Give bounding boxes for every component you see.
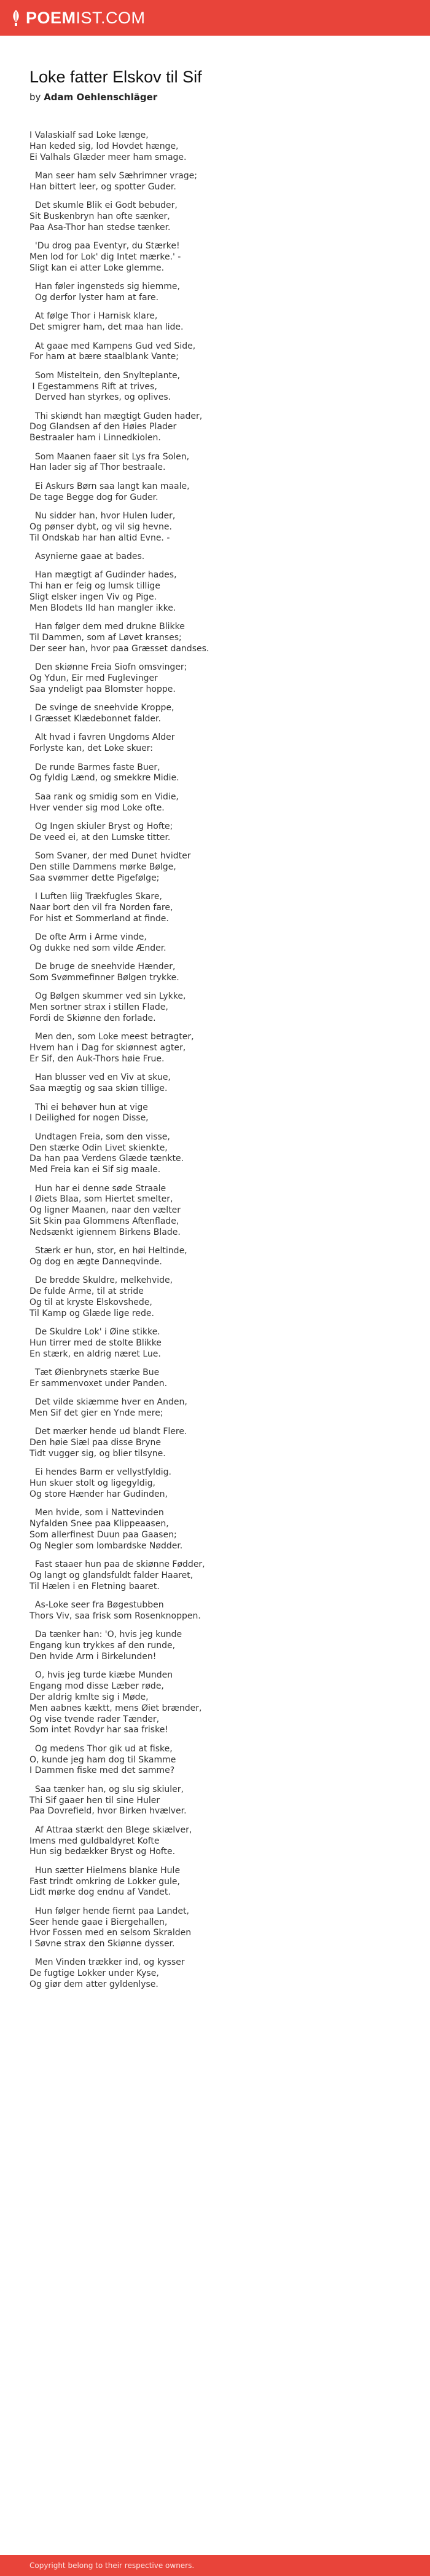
author-link[interactable]: Adam Oehlenschläger <box>44 92 158 103</box>
poem-line: Paa Asa-Thor han stedse tænker. <box>29 222 171 232</box>
poem-line: En stærk, en aldrig næret Lue. <box>29 1349 161 1359</box>
stanza <box>29 1508 398 1552</box>
poem-line: Men Vinden trækker ind, og kysser <box>29 1957 185 1968</box>
stanza <box>29 932 398 954</box>
poem-line: Men sortner strax i stillen Flade, <box>29 1002 168 1013</box>
poem-line: Han keded sig, lod Hovdet hænge, <box>29 141 179 151</box>
poem-line: Hun skuer stolt og ligegyldig, <box>29 1478 155 1489</box>
poem-line: De veed ei, at den Lumske titter. <box>29 832 171 842</box>
poem-line: Den hvide Arm i Birkelunden! <box>29 1652 157 1662</box>
poem-line: Sligt elsker ingen Viv og Pige. <box>29 592 157 603</box>
poem-line: Det vilde skiæmme hver en Anden, <box>29 1397 187 1408</box>
poem-line: At følge Thor i Harnisk klare, <box>29 311 158 322</box>
byline <box>29 91 398 103</box>
poem-line: Og giør dem atter gyldenlyse. <box>29 1980 158 1990</box>
stanza <box>29 703 398 725</box>
poem-line: Hun sætter Hielmens blanke Hule <box>29 1865 181 1876</box>
stanza <box>29 622 398 654</box>
poem-line: Han følger dem med drukne Blikke <box>29 622 185 632</box>
stanza <box>29 1275 398 1319</box>
stanza <box>29 1600 398 1622</box>
poem-line: Han mægtigt af Gudinder hades, <box>29 570 177 581</box>
stanza <box>29 1368 398 1390</box>
poem-line: Alt hvad i favren Ungdoms Alder <box>29 732 175 743</box>
poem-title: Loke fatter Elskov til Sif <box>29 68 202 86</box>
poem-line: Thi Sif gaaer hen til sine Huler <box>29 1795 160 1805</box>
stanza <box>29 851 398 884</box>
poem-line: Som Maanen faaer sit Lys fra Solen, <box>29 451 190 462</box>
poem-line: Tæt Øienbrynets stærke Bue <box>29 1368 160 1378</box>
stanza <box>29 411 398 444</box>
poem-line: Det mærker hende ud blandt Flere. <box>29 1427 187 1437</box>
copyright-text: Copyright belong to their respective owners. <box>29 2561 195 2570</box>
stanza <box>29 1103 398 1125</box>
stanza <box>29 1032 398 1064</box>
poem-line: Som Misteltein, den Snylteplante, <box>29 370 181 381</box>
poem-line: Og ligner Maanen, naar den vælter <box>29 1205 181 1216</box>
poem-line: At gaae med Kampens Gud ved Side, <box>29 341 196 351</box>
poem-line: Og medens Thor gik ud at fiske, <box>29 1743 173 1754</box>
stanza <box>29 311 398 333</box>
poem-line: Til Ondskab har han altid Evne. - <box>29 533 170 543</box>
stanza <box>29 282 398 304</box>
poem-line: Er Sif, den Auk-Thors høie Frue. <box>29 1054 165 1064</box>
poem-line: For hist et Sommerland at finde. <box>29 913 169 924</box>
poem-line: De ofte Arm i Arme vinde, <box>29 932 147 943</box>
poem-line: Forlyste kan, det Loke skuer: <box>29 743 154 754</box>
poem-line: Og derfor lyster ham at fare. <box>29 292 159 303</box>
poem-line: Og Ingen skiuler Bryst og Hofte; <box>29 821 173 831</box>
poem-line: Til Hælen i en Fletning baaret. <box>29 1581 160 1591</box>
stanza <box>29 1184 398 1238</box>
poem-line: Da han paa Verdens Glæde tænkte. <box>29 1154 184 1164</box>
poem-line: Og Bølgen skummer ved sin Lykke, <box>29 991 186 1002</box>
poem-line: Af Attraa stærkt den Blege skiælver, <box>29 1825 192 1835</box>
poem-line: Ei Askurs Børn saa langt kan maale, <box>29 481 190 491</box>
poem-line: Det skumle Blik ei Godt bebuder, <box>29 200 178 211</box>
stanza <box>29 1246 398 1268</box>
poem-line: De svinge de sneehvide Kroppe, <box>29 703 174 713</box>
stanza <box>29 1397 398 1419</box>
poem-line: I Græsset Klædebonnet falder. <box>29 713 161 724</box>
poem-line: Og til at kryste Elskovshede, <box>29 1297 152 1307</box>
poem-line: Med Freia kan ei Sif sig maale. <box>29 1165 161 1175</box>
poem-line: Men den, som Loke meest betragter, <box>29 1032 194 1042</box>
stanza <box>29 991 398 1024</box>
poem-line: Nu sidder han, hvor Hulen luder, <box>29 511 176 521</box>
stanza <box>29 1744 398 1777</box>
stanza <box>29 171 398 193</box>
poem-line: Sligt kan ei atter Loke glemme. <box>29 263 165 273</box>
stanza <box>29 1630 398 1662</box>
poem-line: I Dammen fiske med det samme? <box>29 1766 175 1776</box>
poem-line: Naar bort den vil fra Norden fare, <box>29 902 173 913</box>
stanza <box>29 1825 398 1858</box>
poem-line: I Valaskialf sad Loke længe, <box>29 130 149 140</box>
poem-line: Stærk er hun, stor, en høi Heltinde, <box>29 1246 187 1256</box>
poem-line: De fugtige Lokker under Kyse, <box>29 1968 159 1979</box>
poem-line: O, kunde jeg ham dog til Skamme <box>29 1754 176 1765</box>
poem-line: Til Dammen, som af Løvet kranses; <box>29 633 182 643</box>
poem-line: I Egestammens Rift at trives, <box>29 381 157 392</box>
poem-line: Og dukke ned som vilde Ænder. <box>29 943 166 953</box>
poem-line: Saa tænker han, og slu sig skiuler, <box>29 1784 184 1794</box>
stanza <box>29 1559 398 1592</box>
poem-line: Der aldrig kmlte sig i Møde, <box>29 1692 149 1702</box>
stanza <box>29 371 398 403</box>
by-label: by <box>29 92 41 103</box>
poem-line: Til Kamp og Glæde lige rede. <box>29 1308 154 1318</box>
poem-line: Og Ydun, Eir med Fuglevinger <box>29 673 158 683</box>
stanza <box>29 892 398 924</box>
stanza <box>29 662 398 695</box>
poem-line: Tidt vugger sig, og blier tilsyne. <box>29 1449 166 1459</box>
poem-line: Hun følger hende fiernt paa Landet, <box>29 1906 189 1916</box>
logo-rest: IST.COM <box>76 8 146 27</box>
stanza <box>29 763 398 785</box>
poem-line: Hvor Fossen med en selsom Skralden <box>29 1928 192 1938</box>
poem-line: Ei Valhals Glæder meer ham smage. <box>29 152 187 162</box>
poem-line: Derved han styrkes, og oplives. <box>29 392 171 403</box>
stanza <box>29 1670 398 1736</box>
poem-line: Den stille Dammens mørke Bølge, <box>29 862 176 872</box>
poem-line: Som allerfinest Duun paa Gaasen; <box>29 1530 177 1540</box>
poem-line: Og langt og glandsfuldt falder Haaret, <box>29 1571 194 1581</box>
poem-line: Nyfalden Snee paa Klippeaasen, <box>29 1519 169 1529</box>
poem-line: Lidt mørke dog endnu af Vandet. <box>29 1887 171 1898</box>
logo-bold: POEM <box>26 8 76 27</box>
poem-line: Asynierne gaae at bades. <box>29 552 145 562</box>
poem-line: Man seer ham selv Sæhrimner vrage; <box>29 170 197 181</box>
poem-line: Da tænker han: 'O, hvis jeg kunde <box>29 1630 182 1640</box>
poem-line: Og vise tvende rader Tænder, <box>29 1714 160 1724</box>
poem-line: Thi skiøndt han mægtigt Guden hader, <box>29 411 203 421</box>
stanza <box>29 241 398 274</box>
stanza <box>29 130 398 163</box>
poem-line: De bredde Skuldre, melkehvide, <box>29 1275 173 1286</box>
poem-line: Hun har ei denne søde Straale <box>29 1183 166 1194</box>
poem-line: Saa mægtig og saa skiøn tillige. <box>29 1084 168 1094</box>
stanza <box>29 452 398 474</box>
poem-line: Nedsænkt igiennem Birkens Blade. <box>29 1227 181 1237</box>
stanza <box>29 1785 398 1817</box>
stanza <box>29 1132 398 1176</box>
poem-line: Undtagen Freia, som den visse, <box>29 1131 170 1142</box>
poem-line: I Øiets Blaa, som Hiertet smelter, <box>29 1194 173 1205</box>
poem-line: For ham at bære staalblank Vante; <box>29 352 179 362</box>
poem-line: Engang mod disse Læber røde, <box>29 1681 164 1692</box>
poem-line: Engang kun trykkes af den runde, <box>29 1641 176 1651</box>
stanza <box>29 792 398 814</box>
poem-line: Fordi de Skiønne den forlade. <box>29 1013 156 1024</box>
poem-body <box>29 130 398 1991</box>
poem-line: Sit Skin paa Glommens Aftenflade, <box>29 1216 179 1226</box>
poem-line: Han bittert leer, og spotter Guder. <box>29 181 176 192</box>
poem-line: Er sammenvoxet under Panden. <box>29 1378 168 1389</box>
poem-line: Den stærke Odin Livet skienkte, <box>29 1143 168 1153</box>
site-footer <box>0 2555 430 2576</box>
poem-line: Og fyldig Lænd, og smekkre Midie. <box>29 773 179 783</box>
poem-line: Men aabnes kæktt, mens Øiet brænder, <box>29 1703 202 1713</box>
quill-icon <box>11 9 21 26</box>
poem-line: Men lod for Lok' dig Intet mærke.' - <box>29 252 181 262</box>
poem-line: Den skiønne Freia Siofn omsvinger; <box>29 662 187 673</box>
poem-line: Fast staaer hun paa de skiønne Fødder, <box>29 1559 205 1570</box>
poem-line: De Skuldre Lok' i Øine stikke. <box>29 1327 160 1338</box>
poem-line: Bestraaler ham i Linnedkiolen. <box>29 433 161 443</box>
poem-article <box>29 66 398 1998</box>
poem-line: De tage Begge dog for Guder. <box>29 492 158 502</box>
poem-line: Og dog en ægte Danneqvinde. <box>29 1256 162 1267</box>
stanza <box>29 1072 398 1095</box>
site-header <box>0 0 430 36</box>
poem-line: Han føler ingensteds sig hiemme, <box>29 282 180 292</box>
poem-line: Og store Hænder har Gudinden, <box>29 1489 168 1500</box>
poem-line: 'Du drog paa Eventyr, du Stærke! <box>29 241 180 252</box>
poem-line: Det smigrer ham, det maa han lide. <box>29 322 184 333</box>
poem-line: I Luften liig Trækfugles Skare, <box>29 892 162 902</box>
poem-line: O, hvis jeg turde kiæbe Munden <box>29 1670 173 1681</box>
stanza <box>29 1467 398 1500</box>
poem-line: Saa yndeligt paa Blomster hoppe. <box>29 684 176 694</box>
poem-line: Hun tirrer med de stolte Blikke <box>29 1338 162 1348</box>
poem-line: Som intet Rovdyr har saa friske! <box>29 1725 168 1735</box>
poem-line: Hver vender sig mod Loke ofte. <box>29 803 165 813</box>
poem-line: De bruge de sneehvide Hænder, <box>29 962 176 972</box>
poem-line: Men hvide, som i Nattevinden <box>29 1508 164 1518</box>
stanza <box>29 1866 398 1898</box>
poem-line: Thi ei behøver hun at vige <box>29 1102 148 1112</box>
poem-line: Hvem han i Dag for skiønnest agter, <box>29 1043 186 1053</box>
poem-line: Ei hendes Barm er vellystfyldig. <box>29 1467 172 1478</box>
stanza <box>29 1906 398 1950</box>
stanza <box>29 1957 398 1990</box>
stanza <box>29 200 398 233</box>
poem-line: Der seer han, hvor paa Græsset dandses. <box>29 643 209 654</box>
stanza <box>29 552 398 563</box>
stanza <box>29 511 398 544</box>
stanza <box>29 570 398 614</box>
poem-line: As-Loke seer fra Bøgestubben <box>29 1600 164 1611</box>
poem-line: I Søvne strax den Skiønne dysser. <box>29 1939 175 1949</box>
logo-text <box>26 9 146 28</box>
stanza <box>29 1427 398 1459</box>
stanza <box>29 482 398 504</box>
poem-line: Som Svømmefinner Bølgen trykke. <box>29 973 179 983</box>
site-logo[interactable] <box>11 9 146 28</box>
poem-line: Hun sig bedækker Bryst og Hofte. <box>29 1847 176 1857</box>
poem-line: Som Svaner, der med Dunet hvidter <box>29 851 191 862</box>
poem-line: Thi han er feig og lumsk tillige <box>29 581 160 592</box>
stanza <box>29 732 398 755</box>
poem-line: De runde Barmes faste Buer, <box>29 762 160 772</box>
poem-line: De fulde Arme, til at stride <box>29 1286 144 1297</box>
poem-line: I Deilighed for nogen Disse, <box>29 1113 149 1124</box>
poem-line: Men Blodets Ild han mangler ikke. <box>29 603 176 613</box>
poem-line: Seer hende gaae i Biergehallen, <box>29 1917 168 1927</box>
poem-line: Imens med guldbaldyret Kofte <box>29 1836 160 1846</box>
poem-line: Og pønser dybt, og vil sig hevne. <box>29 521 172 532</box>
poem-line: Den høie Siæl paa disse Bryne <box>29 1438 162 1448</box>
poem-line: Han lader sig af Thor bestraale. <box>29 462 166 473</box>
stanza <box>29 962 398 984</box>
poem-line: Saa rank og smidig som en Vidie, <box>29 791 179 802</box>
poem-line: Fast trindt omkring de Lokker gule, <box>29 1876 180 1887</box>
stanza <box>29 822 398 844</box>
poem-line: Og Negler som lombardske Nødder. <box>29 1540 183 1551</box>
poem-line: Dog Glandsen af den Høies Plader <box>29 422 177 432</box>
poem-line: Paa Dovrefield, hvor Birken hvælver. <box>29 1806 187 1817</box>
poem-line: Han blusser ved en Viv at skue, <box>29 1072 171 1083</box>
poem-line: Men Sif det gier en Ynde mere; <box>29 1408 163 1419</box>
poem-line: Sit Buskenbryn han ofte sænker, <box>29 211 170 221</box>
stanza <box>29 341 398 363</box>
poem-line: Thors Viv, saa frisk som Rosenknoppen. <box>29 1611 201 1622</box>
poem-line: Saa svømmer dette Pigefølge; <box>29 873 160 883</box>
stanza <box>29 1327 398 1360</box>
